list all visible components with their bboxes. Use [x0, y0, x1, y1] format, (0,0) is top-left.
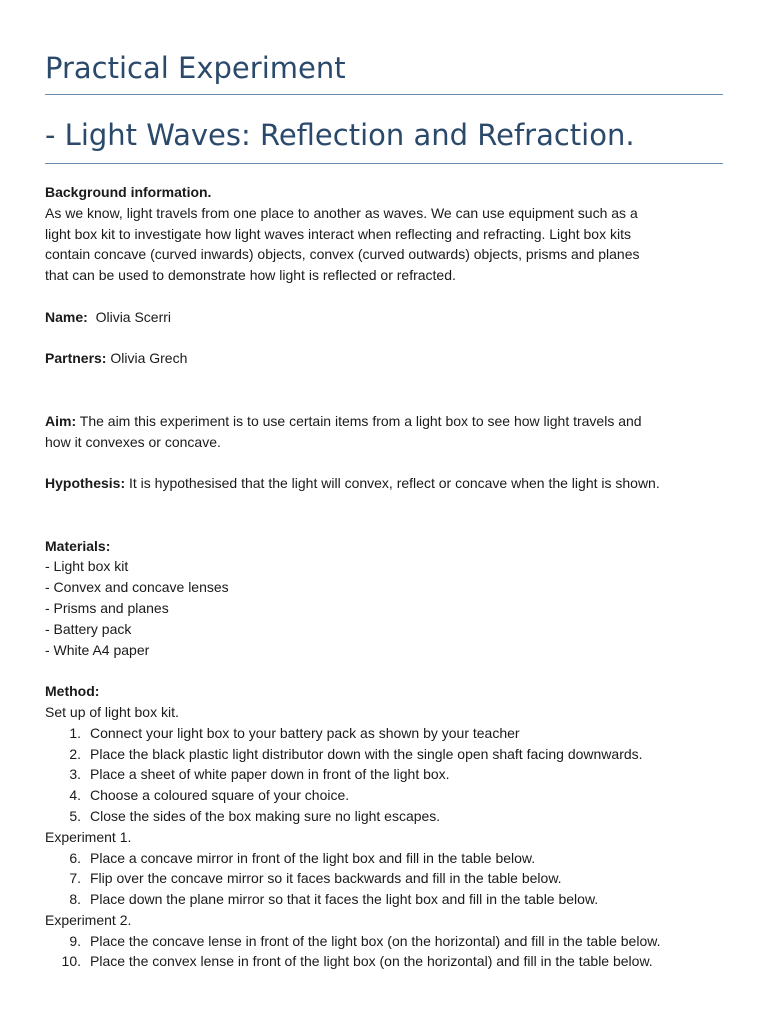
step-text: Connect your light box to your battery pack as shown by your teacher	[90, 724, 520, 741]
step-text: Choose a coloured square of your choice.	[90, 787, 350, 804]
list-item: - Convex and concave lenses	[45, 579, 229, 596]
step-text: Place down the plane mirror so that it faces the light box and fill in the table below.	[90, 891, 599, 908]
list-item: - White A4 paper	[45, 641, 150, 658]
list-item	[45, 723, 723, 744]
step-text: Close the sides of the box making sure no light escapes.	[90, 807, 441, 824]
step-number: 4.	[69, 787, 81, 804]
name-value: Olivia Scerri	[91, 308, 172, 325]
list-item: - Light box kit	[45, 558, 129, 575]
step-number: 10.	[61, 953, 81, 970]
list-item	[45, 785, 723, 806]
background-label: Background information.	[45, 184, 212, 200]
step-number: 6.	[69, 849, 81, 866]
list-item	[45, 931, 723, 952]
partners-value: Olivia Grech	[110, 350, 188, 367]
list-item	[45, 868, 723, 889]
materials-label: Materials:	[45, 537, 111, 554]
aim-section	[45, 411, 723, 453]
step-number: 3.	[69, 766, 81, 783]
list-item	[45, 744, 723, 765]
background-section	[45, 182, 723, 286]
setup-label: Set up of light box kit.	[45, 703, 179, 720]
list-item	[45, 951, 723, 972]
document-title: Practical Experiment	[45, 48, 723, 95]
step-text: Place the black plastic light distributor down with the single open shaft facing downwards.	[90, 745, 643, 762]
background-line: As we know, light travels from one place to another as waves. We can use equipment such as a	[45, 204, 638, 221]
background-line: light box kit to investigate how light waves interact when reflecting and refracting. Light box kits	[45, 225, 631, 242]
step-number: 8.	[69, 891, 81, 908]
experiment-1-label: Experiment 1.	[45, 828, 132, 845]
aim-label: Aim:	[45, 412, 77, 429]
setup-steps	[45, 723, 723, 827]
document-body	[45, 182, 723, 972]
step-number: 7.	[69, 870, 81, 887]
partners-field	[45, 348, 723, 369]
step-number: 1.	[69, 724, 81, 741]
background-line: that can be used to demonstrate how light is reflected or refracted.	[45, 267, 456, 284]
experiment-1-steps	[45, 848, 723, 910]
step-number: 9.	[69, 932, 81, 949]
step-number: 2.	[69, 745, 81, 762]
hypothesis-section	[45, 473, 723, 494]
name-field	[45, 307, 723, 328]
method-section	[45, 681, 723, 972]
step-text: Flip over the concave mirror so it faces backwards and fill in the table below.	[90, 870, 562, 887]
partners-label: Partners:	[45, 350, 107, 367]
list-item: - Prisms and planes	[45, 599, 169, 616]
document-page	[45, 48, 723, 972]
step-text: Place the convex lense in front of the light box (on the horizontal) and fill in the table below.	[90, 953, 653, 970]
hypothesis-text: It is hypothesised that the light will convex, reflect or concave when the light is shown.	[129, 475, 660, 492]
list-item: - Battery pack	[45, 620, 132, 637]
aim-text: The aim this experiment is to use certain items from a light box to see how light travels and	[79, 412, 642, 429]
background-line: contain concave (curved inwards) objects, convex (curved outwards) objects, prisms and planes	[45, 246, 640, 263]
experiment-2-steps	[45, 931, 723, 973]
method-label: Method:	[45, 683, 100, 700]
document-subtitle: - Light Waves: Reflection and Refraction.	[45, 115, 723, 164]
step-text: Place the concave lense in front of the light box (on the horizontal) and fill in the table below.	[90, 932, 661, 949]
name-label: Name:	[45, 308, 88, 325]
step-number: 5.	[69, 807, 81, 824]
list-item	[45, 764, 723, 785]
aim-text-continued: how it convexes or concave.	[45, 433, 221, 450]
list-item	[45, 806, 723, 827]
experiment-2-label: Experiment 2.	[45, 911, 132, 928]
list-item	[45, 889, 723, 910]
hypothesis-label: Hypothesis:	[45, 475, 126, 492]
step-text: Place a sheet of white paper down in front of the light box.	[90, 766, 450, 783]
list-item	[45, 848, 723, 869]
step-text: Place a concave mirror in front of the light box and fill in the table below.	[90, 849, 536, 866]
materials-list	[45, 556, 723, 660]
materials-section	[45, 536, 723, 661]
